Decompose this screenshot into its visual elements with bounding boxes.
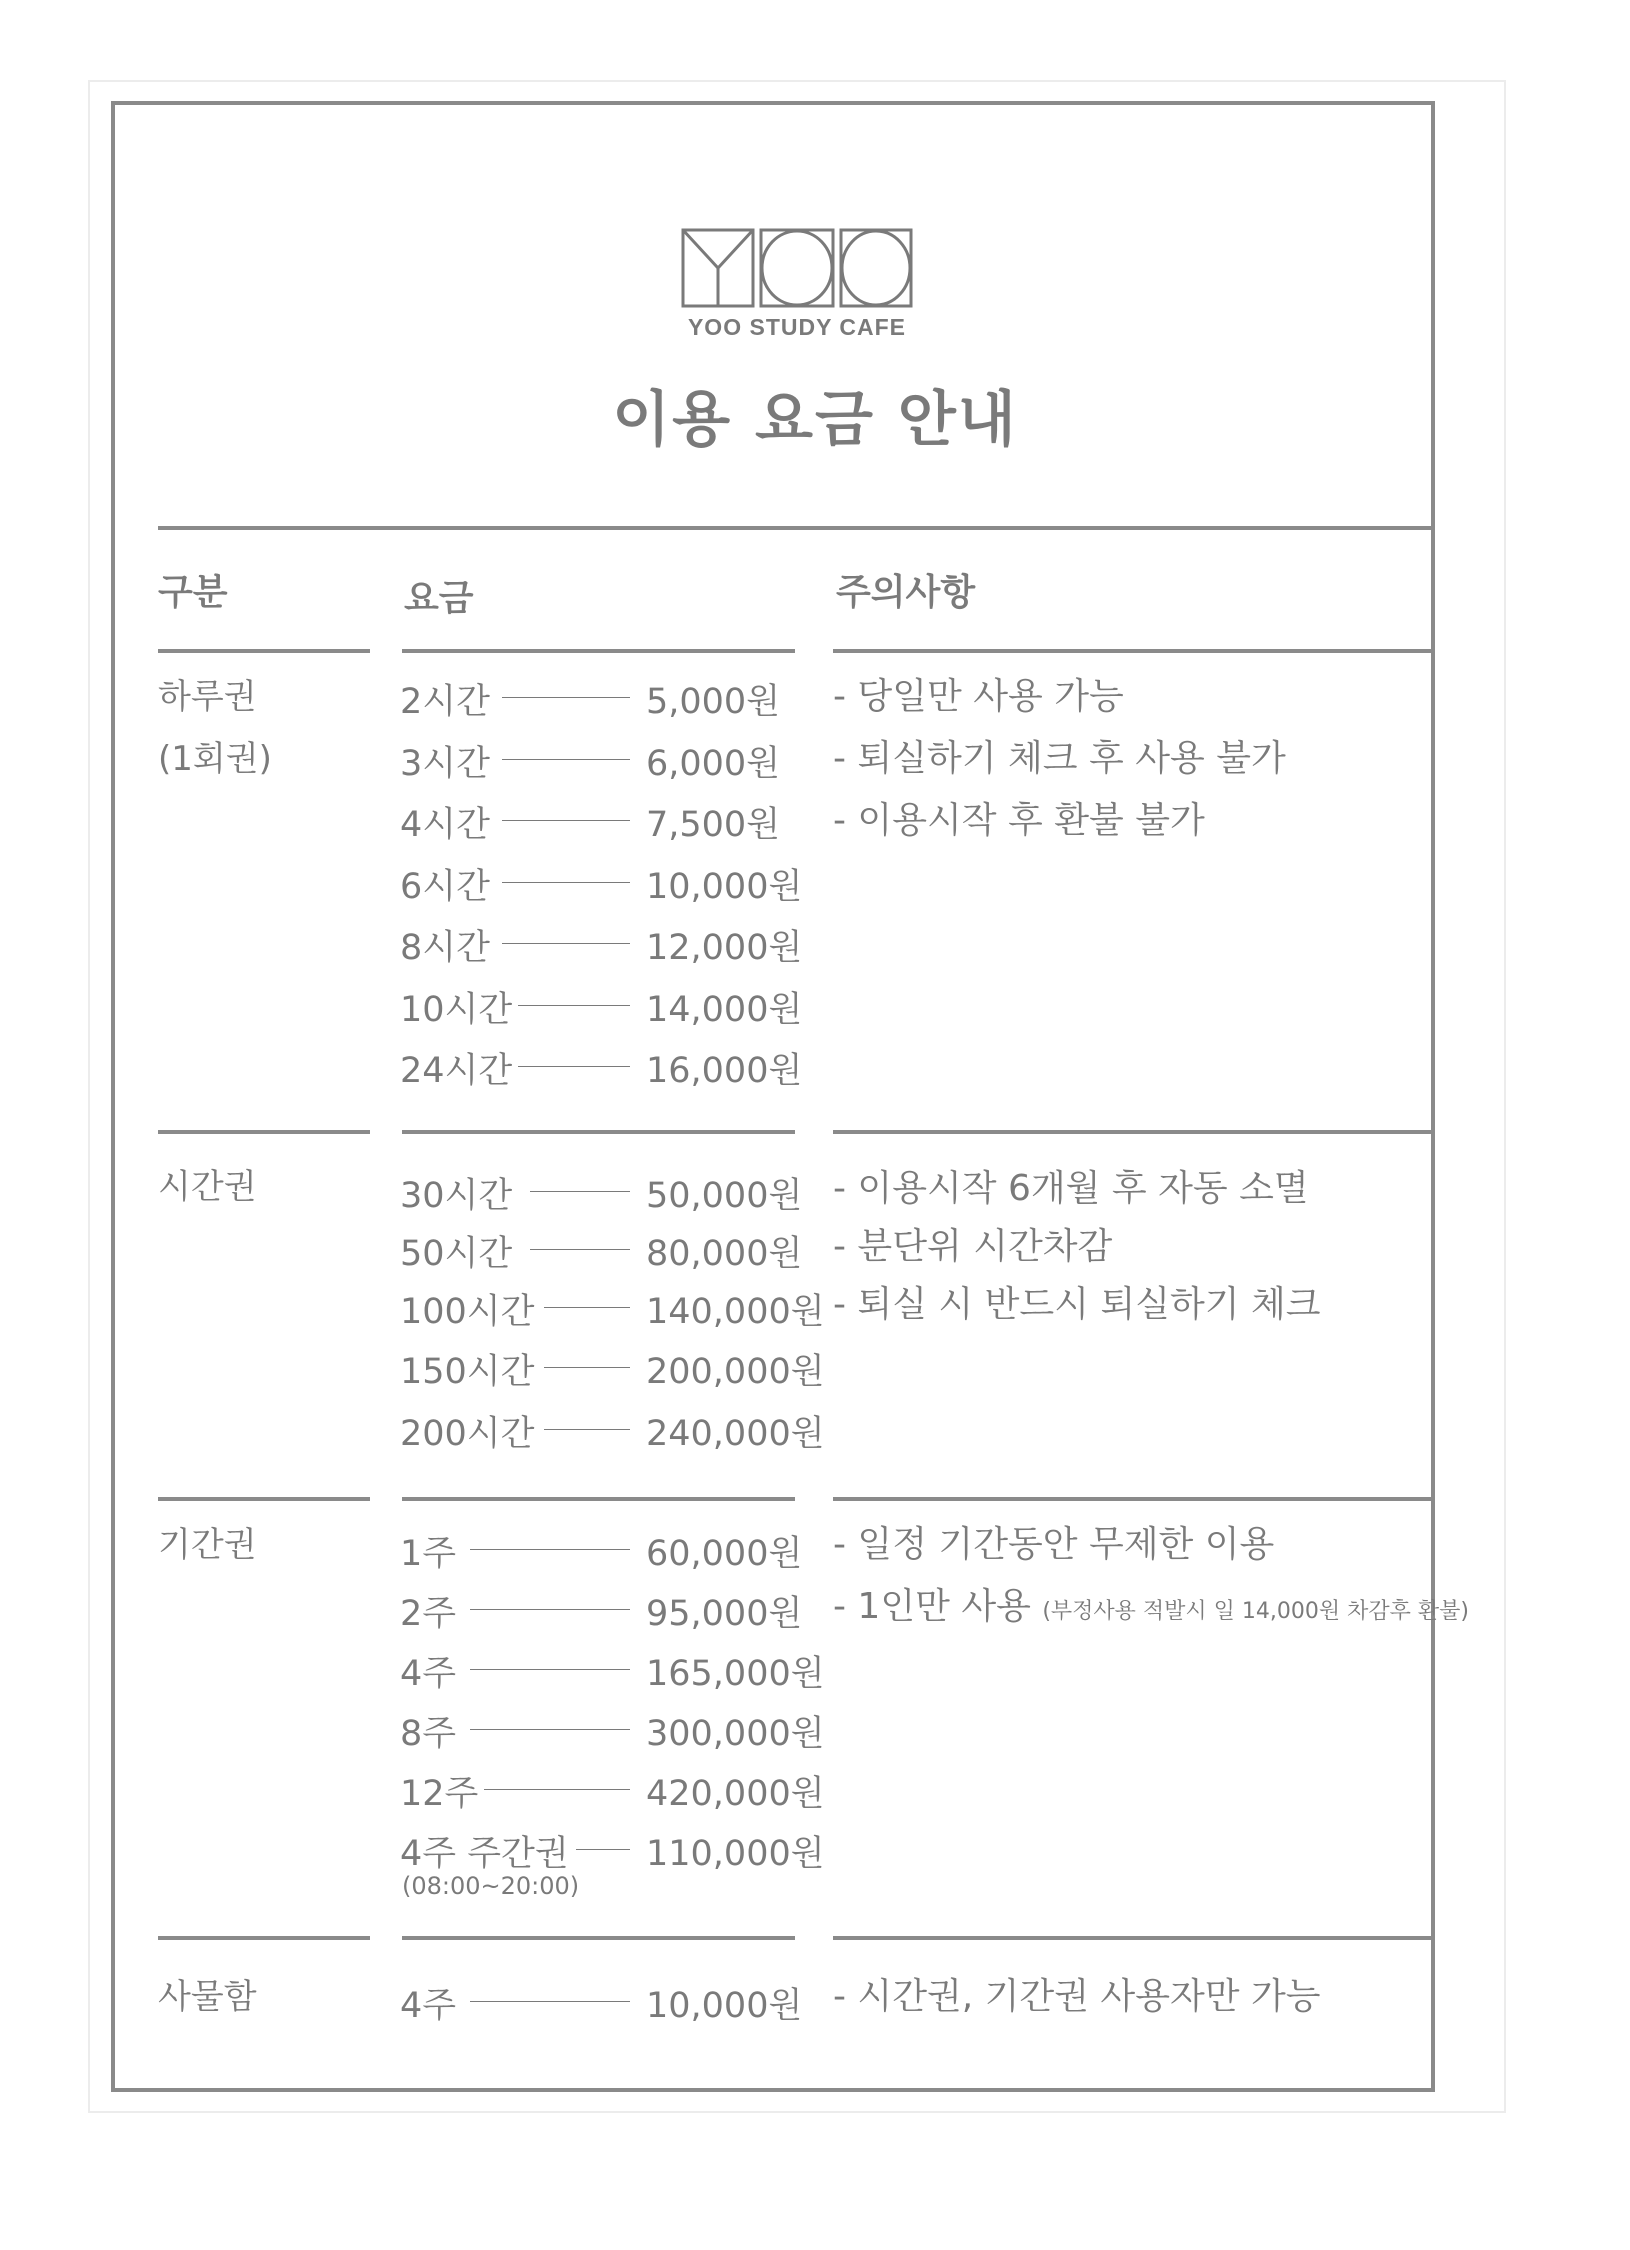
leader-line [530,1191,630,1192]
section-divider [833,1130,1434,1134]
price-row-label: 200시간 [400,1413,535,1454]
note-item-text: - 1인만 사용 [833,1586,1031,1627]
section-divider [402,1497,795,1501]
price-list-daily [400,666,820,1097]
price-row-label: 100시간 [400,1292,535,1332]
price-row-label: 3시간 [400,743,490,784]
price-row [400,974,820,1036]
price-row [400,1698,825,1758]
price-list-locker [400,1970,820,2032]
header-price: 요금 [404,578,474,619]
price-row [400,1218,820,1276]
section-divider [833,1936,1434,1940]
price-row [400,1818,825,1900]
price-row-label: 4주 [400,1654,457,1694]
note-item: - 퇴실하기 체크 후 사용 불가 [833,738,1286,779]
yoo-logo-mark [681,228,913,310]
price-row [400,1035,820,1097]
notes-hours [833,1160,1453,1334]
price-row-value: 165,000원 [646,1654,825,1694]
price-row [400,851,820,913]
category-hours [158,1156,257,1218]
category-label: 하루권 [158,677,257,717]
leader-line [530,1249,630,1250]
note-item: - 이용시작 후 환불 불가 [833,800,1205,841]
notes-daily [833,666,1453,852]
price-row [400,1518,820,1578]
price-row-label: 4시간 [400,805,490,845]
notes-period [833,1514,1469,1638]
leader-line [470,1549,630,1550]
note-item-small: (부정사용 적발시 일 14,000원 차감후 환불) [1042,1599,1469,1624]
category-daily [158,666,272,790]
section-divider [833,1497,1434,1501]
category-label: 시간권 [158,1167,257,1207]
price-row-value: 10,000원 [646,866,803,907]
section-divider [158,1130,370,1134]
section-divider [158,649,370,653]
price-row-label: 4주 주간권 [400,1834,569,1874]
price-row-label: 4주 [400,1986,457,2026]
leader-line [518,1005,630,1006]
leader-line [470,1609,630,1610]
section-divider [402,649,795,653]
note-item [833,1576,1469,1638]
category-period [158,1514,257,1576]
price-row-value: 300,000원 [646,1714,825,1754]
leader-line [484,1789,630,1790]
price-row-value: 200,000원 [646,1352,825,1392]
price-list-period [400,1518,825,1900]
price-row-value: 420,000원 [646,1774,825,1814]
leader-line [502,820,630,821]
price-row-value: 10,000원 [646,1986,803,2026]
leader-line [470,1669,630,1670]
price-row-value: 14,000원 [646,989,803,1030]
price-row [400,912,820,974]
price-row-value: 60,000원 [646,1534,803,1574]
price-row [400,1638,825,1698]
leader-line [544,1367,630,1368]
header-category: 구분 [158,572,228,613]
price-row-value: 95,000원 [646,1594,803,1634]
category-sublabel: (1회권) [158,739,272,779]
price-row-value: 140,000원 [646,1292,825,1332]
price-row [400,1398,825,1460]
note-item: - 당일만 사용 가능 [833,676,1124,717]
leader-line [502,882,630,883]
price-row-label: 24시간 [400,1051,513,1091]
leader-line [518,1066,630,1067]
leader-line [576,1849,630,1850]
price-row-value: 80,000원 [646,1234,803,1274]
yoo-logo [681,228,913,338]
note-item: - 이용시작 6개월 후 자동 소멸 [833,1168,1309,1209]
leader-line [502,759,630,760]
price-row-label: 2주 [400,1594,457,1634]
leader-line [502,697,630,698]
leader-line [470,1729,630,1730]
price-row-value: 12,000원 [646,928,803,968]
price-row-label: 8주 [400,1714,457,1754]
price-row-value: 110,000원 [646,1834,825,1874]
price-row [400,1578,820,1638]
price-row-label: 2시간 [400,682,490,722]
price-row-label: 12주 [400,1774,479,1814]
price-row-label: 8시간 [400,928,490,968]
price-row-value: 6,000원 [646,743,781,784]
price-row-sublabel: (08:00~20:00) [402,1872,580,1900]
note-item: - 퇴실 시 반드시 퇴실하기 체크 [833,1284,1321,1325]
price-row-value: 5,000원 [646,682,781,722]
category-label: 기간권 [158,1525,257,1565]
leader-line [470,2001,630,2002]
price-row-label: 50시간 [400,1234,513,1274]
top-divider [158,526,1434,530]
section-divider [402,1936,795,1940]
price-row [400,1970,820,2032]
price-list-hours [400,1160,825,1459]
price-row-value: 16,000원 [646,1051,803,1091]
price-row [400,1758,825,1818]
price-row-label: 6시간 [400,866,490,907]
section-divider [402,1130,795,1134]
price-row-label: 150시간 [400,1352,535,1392]
section-divider [158,1497,370,1501]
note-item: - 일정 기간동안 무제한 이용 [833,1524,1275,1565]
price-row-value: 50,000원 [646,1176,803,1216]
price-row-label: 1주 [400,1534,457,1574]
price-row-label: 30시간 [400,1176,513,1216]
leader-line [502,943,630,944]
note-item: - 분단위 시간차감 [833,1226,1113,1267]
category-label: 사물함 [158,1977,257,2017]
price-row-value: 7,500원 [646,805,781,845]
price-row [400,1276,825,1336]
price-row [400,666,820,728]
brand-name: YOO STUDY CAFE [687,314,907,340]
price-row-label: 10시간 [400,989,513,1030]
leader-line [544,1307,630,1308]
page-title: 이용 요금 안내 [612,385,1018,455]
price-row-value: 240,000원 [646,1413,825,1454]
price-row [400,1336,825,1398]
leader-line [544,1429,630,1430]
notes-locker [833,1966,1453,2028]
price-row [400,728,820,790]
price-row [400,789,820,851]
note-item: - 시간권, 기간권 사용자만 가능 [833,1976,1321,2017]
header-notes: 주의사항 [836,572,976,613]
section-divider [158,1936,370,1940]
section-divider [833,649,1434,653]
price-row [400,1160,820,1218]
category-locker [158,1966,257,2028]
